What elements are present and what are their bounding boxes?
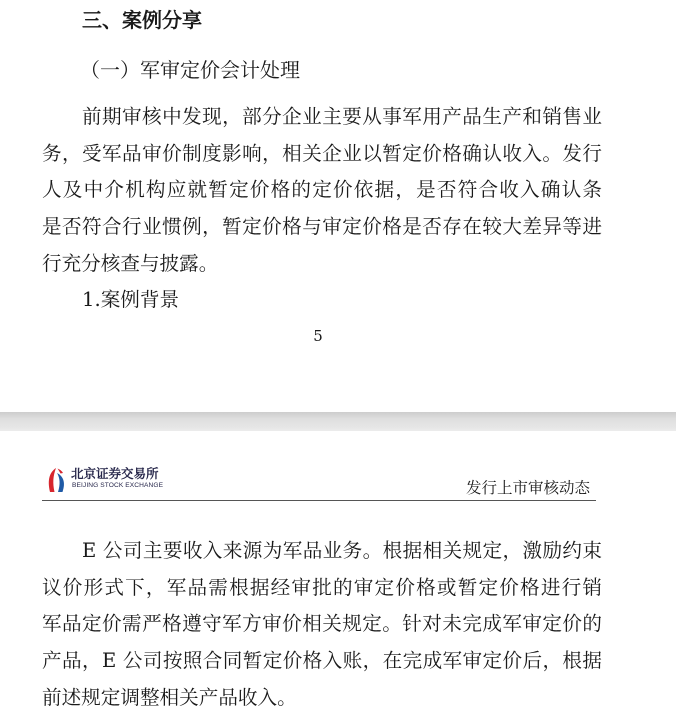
logo-english-name: BEIJING STOCK EXCHANGE xyxy=(72,482,164,489)
case-background-heading: 1.案例背景 xyxy=(82,288,180,311)
page-number: 5 xyxy=(313,327,323,345)
paragraph-line: 务，受军品审价制度影响，相关企业以暂定价格确认收入。发行 xyxy=(42,141,602,165)
logo-chinese-name: 北京证券交易所 xyxy=(71,466,159,481)
paragraph-line: 议价形式下，军品需根据经审批的审定价格或暂定价格进行销 xyxy=(42,575,602,599)
paragraph-line: 行充分核查与披露。 xyxy=(42,251,219,275)
paragraph-line: 人及中介机构应就暂定价格的定价依据，是否符合收入确认条 xyxy=(42,178,602,202)
paragraph-line: 军品定价需严格遵守军方审价相关规定。针对未完成军审定价的 xyxy=(42,612,602,636)
paragraph-line: E 公司主要收入来源为军品业务。根据相关规定，激励约束 xyxy=(82,539,602,562)
paragraph-line: 前期审核中发现，部分企业主要从事军用产品生产和销售业 xyxy=(82,105,602,128)
document-page-6 xyxy=(0,431,676,719)
paragraph-case-background xyxy=(42,533,602,716)
subsection-heading: （一）军审定价会计处理 xyxy=(80,58,300,82)
header-divider xyxy=(42,500,596,501)
paragraph-line: 是否符合行业惯例，暂定价格与审定价格是否存在较大差异等进 xyxy=(42,215,602,239)
paragraph-line: 前述规定调整相关产品收入。 xyxy=(42,685,297,709)
section-heading: 三、案例分享 xyxy=(82,8,202,32)
running-header-title: 发行上市审核动态 xyxy=(466,479,591,497)
page-separator xyxy=(0,412,676,431)
paragraph-review-findings xyxy=(42,99,602,282)
paragraph-line: 产品，E 公司按照合同暂定价格入账，在完成军审定价后，根据 xyxy=(42,649,602,673)
bse-logo-icon xyxy=(45,467,67,493)
